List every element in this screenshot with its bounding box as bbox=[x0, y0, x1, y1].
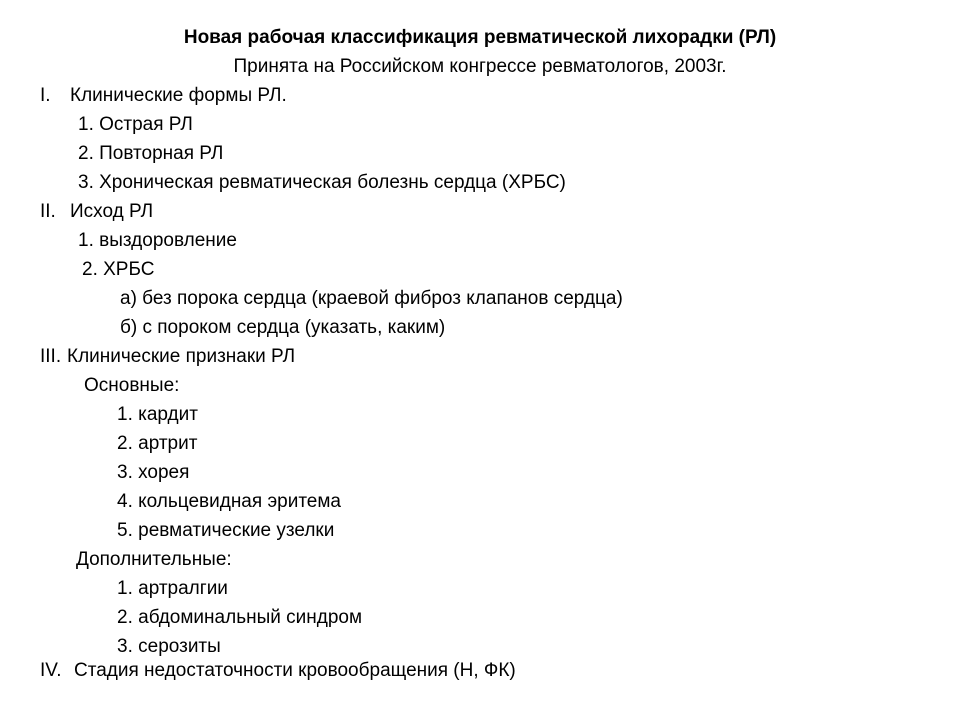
section-numeral: II. bbox=[40, 201, 56, 222]
section-numeral: I. bbox=[40, 85, 51, 106]
list-item: 5. ревматические узелки bbox=[117, 520, 335, 541]
list-item: 3. серозиты bbox=[117, 636, 221, 657]
page-subtitle: Принята на Российском конгрессе ревматологов, 2003г. bbox=[233, 56, 727, 77]
list-item: 1. артралгии bbox=[117, 578, 228, 599]
list-item: 1. выздоровление bbox=[78, 230, 237, 251]
section-label: Стадия недостаточности кровообращения (Н, ФК) bbox=[74, 660, 516, 681]
list-item: 2. Повторная РЛ bbox=[78, 143, 224, 164]
sub-list-item: б) с пороком сердца (указать, каким) bbox=[120, 317, 446, 338]
section-label: Клинические формы РЛ. bbox=[70, 85, 287, 106]
list-item: 1. кардит bbox=[117, 404, 198, 425]
list-item: 2. ХРБС bbox=[82, 259, 155, 280]
list-item: 3. Хроническая ревматическая болезнь сердца (ХРБС) bbox=[78, 172, 566, 193]
section-label: Клинические признаки РЛ bbox=[67, 346, 296, 367]
list-item: 3. хорея bbox=[117, 462, 190, 483]
list-item: 2. артрит bbox=[117, 433, 198, 454]
group-label: Дополнительные: bbox=[76, 549, 232, 570]
group-label: Основные: bbox=[84, 375, 180, 396]
section-numeral: IV. bbox=[40, 660, 62, 681]
section-heading bbox=[40, 659, 516, 683]
list-item: 2. абдоминальный синдром bbox=[117, 607, 363, 628]
sub-list-item: а) без порока сердца (краевой фиброз клапанов сердца) bbox=[120, 288, 623, 309]
section-numeral: III. bbox=[40, 346, 62, 367]
page-title: Новая рабочая классификация ревматической лихорадки (РЛ) bbox=[183, 27, 777, 48]
section-heading bbox=[40, 345, 295, 369]
section-heading bbox=[40, 200, 153, 224]
section-label: Исход РЛ bbox=[70, 201, 154, 222]
list-item: 4. кольцевидная эритема bbox=[117, 491, 342, 512]
section-heading bbox=[40, 84, 287, 108]
list-item: 1. Острая РЛ bbox=[78, 114, 193, 135]
